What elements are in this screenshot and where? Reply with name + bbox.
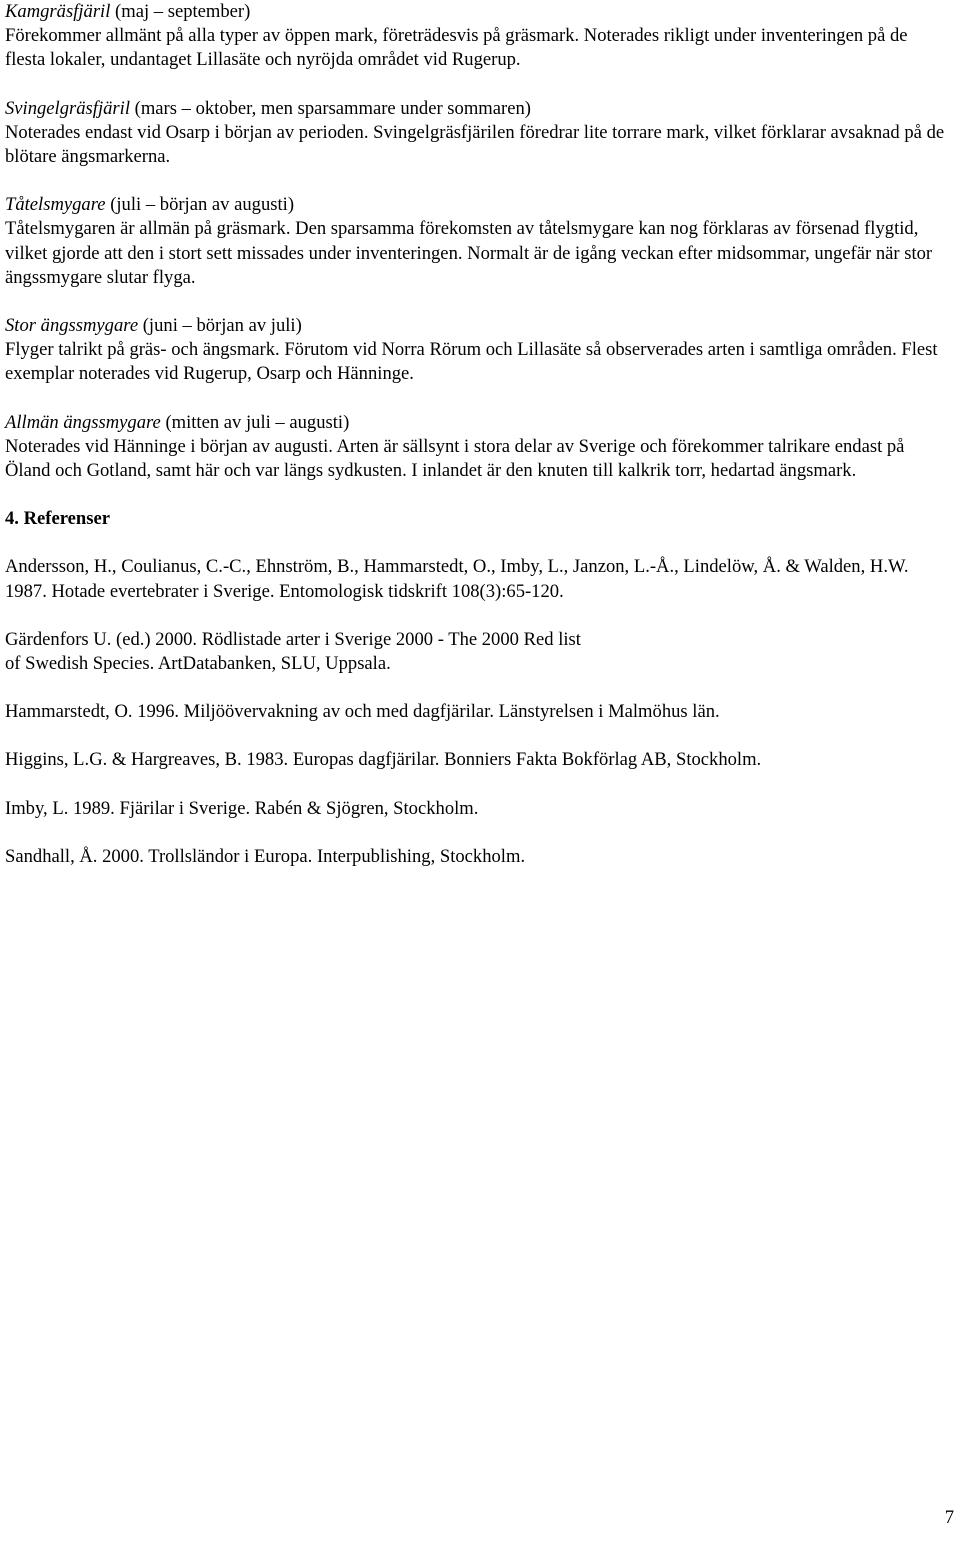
species-description: Noterades endast vid Osarp i början av perioden. Svingelgräsfjärilen föredrar lite torrare mark, vilket förklarar avsaknad på de blötare ängsmarkerna. <box>5 121 945 168</box>
reference-line: of Swedish Species. ArtDatabanken, SLU, Uppsala. <box>5 653 391 675</box>
species-heading <box>5 314 950 338</box>
page-number: 7 <box>944 1507 954 1528</box>
species-entry-tatelsmygare <box>5 193 950 290</box>
reference-item <box>5 628 950 676</box>
species-entry-svingelgrasfjaril <box>5 97 950 170</box>
reference-line: Gärdenfors U. (ed.) 2000. Rödlistade arter i Sverige 2000 - The 2000 Red list <box>5 628 581 650</box>
document-page <box>5 0 950 893</box>
species-entry-kamgrasfjaril <box>5 0 950 73</box>
species-name: Tåtelsmygare <box>5 194 106 216</box>
species-name: Allmän ängssmygare <box>5 411 161 433</box>
species-entry-stor-angssmygare <box>5 314 950 387</box>
reference-item: Hammarstedt, O. 1996. Miljöövervakning av och med dagfjärilar. Länstyrelsen i Malmöhus län. <box>5 701 720 723</box>
reference-item: Imby, L. 1989. Fjärilar i Sverige. Rabén & Sjögren, Stockholm. <box>5 797 479 819</box>
reference-item: Higgins, L.G. & Hargreaves, B. 1983. Europas dagfjärilar. Bonniers Fakta Bokförlag AB, Stockholm. <box>5 749 762 771</box>
species-name: Stor ängssmygare <box>5 315 139 337</box>
species-description: Förekommer allmänt på alla typer av öppen mark, företrädesvis på gräsmark. Noterades rikligt under inventeringen på de flesta lokaler, undantaget Lillasäte och nyröjda området vid Rugerup. <box>5 25 908 71</box>
species-heading <box>5 0 950 24</box>
species-entry-allman-angssmygare <box>5 411 950 484</box>
species-heading <box>5 97 950 121</box>
species-period: (mitten av juli – augusti) <box>160 411 350 433</box>
species-heading <box>5 411 950 435</box>
species-description: Noterades vid Hänninge i början av augusti. Arten är sällsynt i stora delar av Sverige och förekommer talrikare endast på Öland och Gotland, samt här och var längs sydkusten. I inlandet är den knuten till kalkrik torr, hedartad ängsmark. <box>5 435 905 482</box>
species-description: Tåtelsmygaren är allmän på gräsmark. Den sparsamma förekomsten av tåtelsmygare kan nog förklaras av försenad flygtid, vilket gjorde att den i stort sett missades under inventeringen. Normalt är de igång veckan efter midsommar, ungefär när stor ängssmygare slutar flyga. <box>5 218 933 288</box>
species-heading <box>5 193 950 217</box>
species-period: (juli – början av augusti) <box>105 194 295 216</box>
species-description: Flyger talrikt på gräs- och ängsmark. Förutom vid Norra Rörum och Lillasäte så observerades arten i samtliga områden. Flest exemplar noterades vid Rugerup, Osarp och Hänninge. <box>5 339 938 385</box>
species-name: Kamgräsfjäril <box>5 1 111 22</box>
species-period: (maj – september) <box>110 1 251 22</box>
species-period: (mars – oktober, men sparsammare under sommaren) <box>130 97 531 119</box>
reference-item: Andersson, H., Coulianus, C.-C., Ehnström, B., Hammarstedt, O., Imby, L., Janzon, L.-Å., Lindelöw, Å. & Walden, H.W. 1987. Hotade evertebrater i Sverige. Entomologisk tidskrift 108(3):65-120. <box>5 556 909 602</box>
species-name: Svingelgräsfjäril <box>5 97 130 119</box>
section-heading-references: 4. Referenser <box>5 508 110 530</box>
species-period: (juni – början av juli) <box>138 315 302 337</box>
reference-item: Sandhall, Å. 2000. Trollsländor i Europa. Interpublishing, Stockholm. <box>5 845 526 867</box>
